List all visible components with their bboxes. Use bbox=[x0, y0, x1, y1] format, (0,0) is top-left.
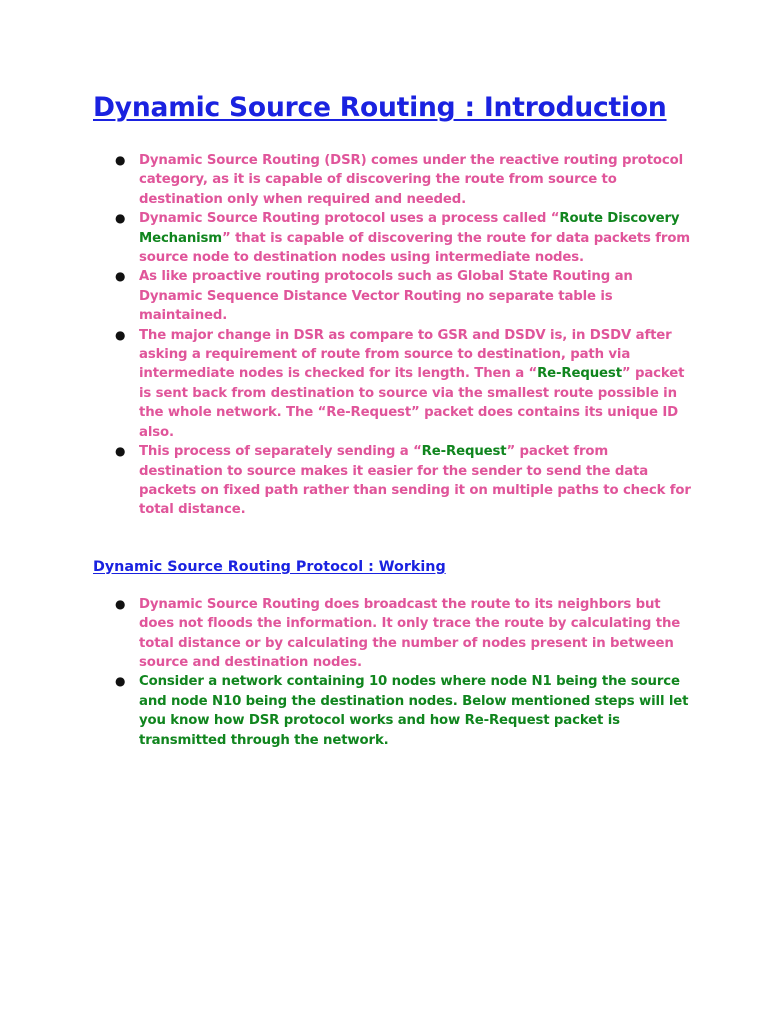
bullet-text-before: The major change in DSR as compare to GSR and DSDV is, in DSDV after asking a requirement of route from source to destination, path via intermediate nodes is checked for its length. Then a “ bbox=[139, 327, 672, 382]
bullet-text-green: Consider a network containing 10 nodes where node N1 being the source and node N10 being the destination nodes. Below mentioned steps will let you know how DSR protocol works and how Re-Request packet is transmitted through the network. bbox=[139, 674, 689, 748]
bullet-icon: ● bbox=[115, 327, 126, 342]
list-item bbox=[93, 151, 693, 209]
bullet-text-after: ” packet from destination to source makes it easier for the sender to send the data packets on fixed path rather than sending it on multiple paths to check for total distance. bbox=[139, 444, 691, 518]
working-bullet-list bbox=[93, 595, 693, 750]
bullet-text: As like proactive routing protocols such as Global State Routing an Dynamic Sequence Distance Vector Routing no separate table is maintained. bbox=[139, 269, 633, 324]
bullet-icon: ● bbox=[115, 211, 126, 226]
list-item bbox=[93, 209, 693, 267]
bullet-text-before: Dynamic Source Routing protocol uses a process called “ bbox=[139, 211, 560, 227]
document-page bbox=[93, 88, 693, 750]
list-item bbox=[93, 267, 693, 325]
highlight-term: Route Discovery Mechanism bbox=[139, 211, 680, 246]
bullet-icon: ● bbox=[115, 674, 126, 689]
bullet-text-after: ” that is capable of discovering the route for data packets from source node to destination nodes using intermediate nodes. bbox=[139, 230, 691, 266]
bullet-text: Dynamic Source Routing (DSR) comes under the reactive routing protocol category, as it is capable of discovering the route from source to destination only when required and needed. bbox=[139, 153, 684, 207]
bullet-icon: ● bbox=[115, 596, 126, 611]
bullet-icon: ● bbox=[115, 153, 126, 167]
list-item bbox=[93, 595, 693, 673]
list-item bbox=[93, 442, 693, 520]
list-item bbox=[93, 672, 693, 750]
bullet-icon: ● bbox=[115, 444, 126, 459]
bullet-icon: ● bbox=[115, 269, 126, 284]
section-heading-wrapper bbox=[93, 556, 693, 577]
page-title[interactable]: Dynamic Source Routing : Introduction bbox=[93, 92, 667, 123]
highlight-term: Re-Request bbox=[421, 444, 507, 460]
list-item bbox=[93, 326, 693, 442]
section-heading-working[interactable]: Dynamic Source Routing Protocol : Working bbox=[93, 558, 446, 575]
bullet-text: Dynamic Source Routing does broadcast the route to its neighbors but does not floods the information. It only trace the route by calculating the total distance or by calculating the number of nodes present in between source and destination nodes. bbox=[139, 596, 681, 670]
bullet-text-before: This process of separately sending a “ bbox=[139, 444, 422, 460]
title-wrapper bbox=[93, 88, 693, 128]
highlight-term: Re-Request bbox=[537, 366, 622, 382]
bullet-text-after: ” packet is sent back from destination to source via the smallest route possible in the whole network. The “Re-Request” packet does contains its unique ID also. bbox=[139, 366, 685, 440]
intro-bullet-list bbox=[93, 151, 693, 520]
